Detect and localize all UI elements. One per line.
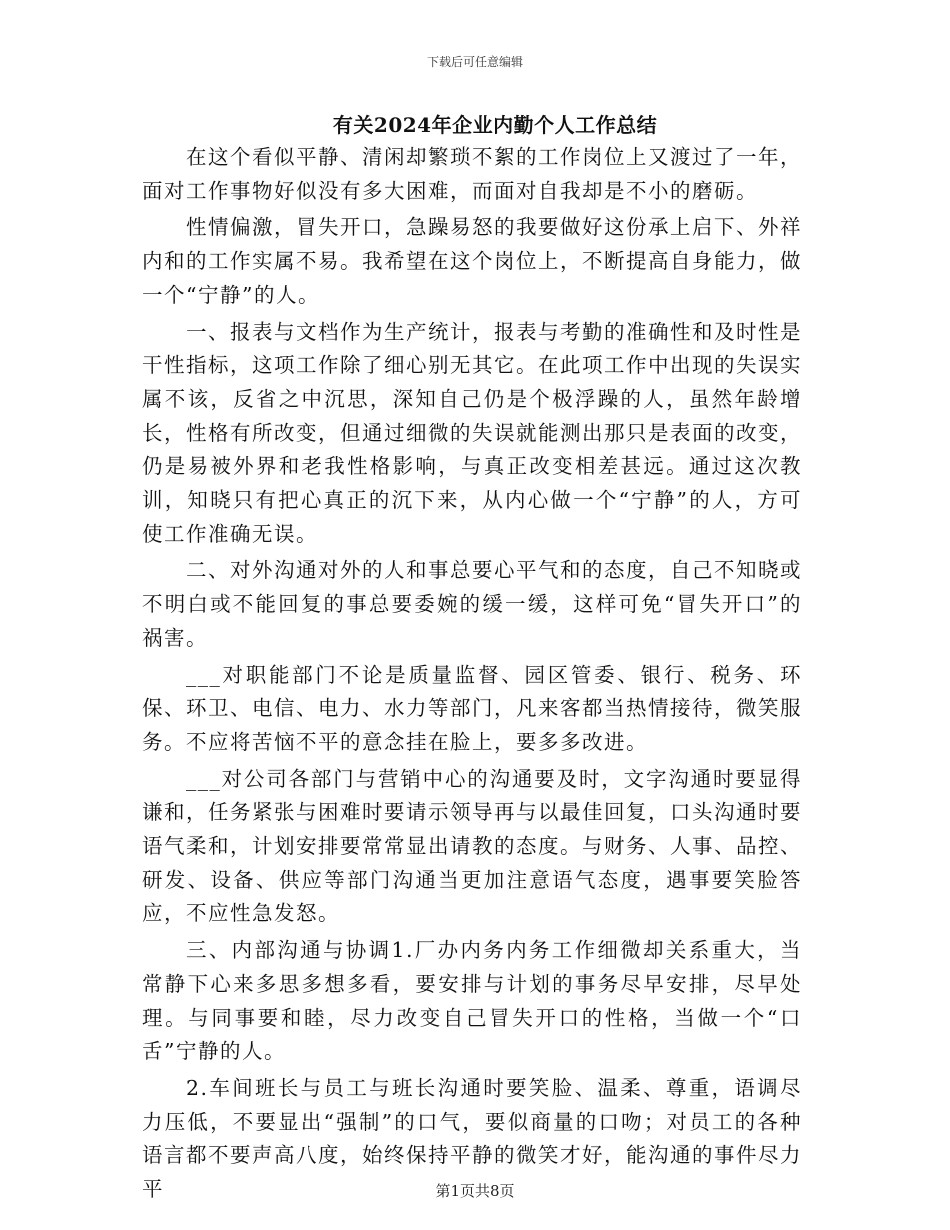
paragraph: 三、内部沟通与协调1.厂办内务内务工作细微却关系重大，当常静下心来多思多想多看，要安排与计划的事务尽早安排，尽早处理。与同事要和睦，尽力改变自己冒失开口的性格，当做一个“口舌”宁静的人。 xyxy=(142,938,802,1064)
header-note: 下载后可任意编辑 xyxy=(426,55,523,69)
paragraph: 一、报表与文档作为生产统计，报表与考勤的准确性和及时性是干性指标，这项工作除了细心别无其它。在此项工作中出现的失误实属不该，反省之中沉思，深知自己仍是个极浮躁的人，虽然年龄增长，性格有所改变，但通过细微的失误就能测出那只是表面的改变，仍是易被外界和老我性格影响，与真正改变相差甚远。通过这次教训，知晓只有把心真正的沉下来，从内心做一个“宁静”的人，方可使工作准确无误。 xyxy=(142,319,802,546)
page-number: 第1页共8页 xyxy=(435,1182,515,1200)
paragraph: ___对公司各部门与营销中心的沟通要及时，文字沟通时要显得谦和，任务紧张与困难时要请示领导再与以最佳回复，口头沟通时要语气柔和，计划安排要常常显出请教的态度。与财务、人事、品控、研发、设备、供应等部门沟通当更加注意语气态度，遇事要笑脸答应，不应性急发怒。 xyxy=(142,766,802,926)
paragraph: 2.车间班长与员工与班长沟通时要笑脸、温柔、尊重，语调尽力压低，不要显出“强制”的口气，要似商量的口吻；对员工的各种语言都不要声高八度，始终保持平静的微笑才好，能沟通的事件尽力平 xyxy=(142,1075,802,1202)
paragraph: 二、对外沟通对外的人和事总要心平气和的态度，自己不知晓或不明白或不能回复的事总要委婉的缓一缓，这样可免“冒失开口”的祸害。 xyxy=(142,558,802,650)
paragraph: 在这个看似平静、清闲却繁琐不絮的工作岗位上又渡过了一年，面对工作事物好似没有多大困难，而面对自我却是不小的磨砺。 xyxy=(142,145,802,203)
document-title: 有关2024年企业内勤个人工作总结 xyxy=(332,113,658,137)
paragraph: ___对职能部门不论是质量监督、园区管委、银行、税务、环保、环卫、电信、电力、水力等部门，凡来客都当热情接待，微笑服务。不应将苦恼不平的意念挂在脸上，要多多改进。 xyxy=(142,662,802,754)
document-body xyxy=(142,141,802,1210)
paragraph: 性情偏激，冒失开口，急躁易怒的我要做好这份承上启下、外祥内和的工作实属不易。我希望在这个岗位上，不断提高自身能力，做一个“宁静”的人。 xyxy=(142,215,802,307)
